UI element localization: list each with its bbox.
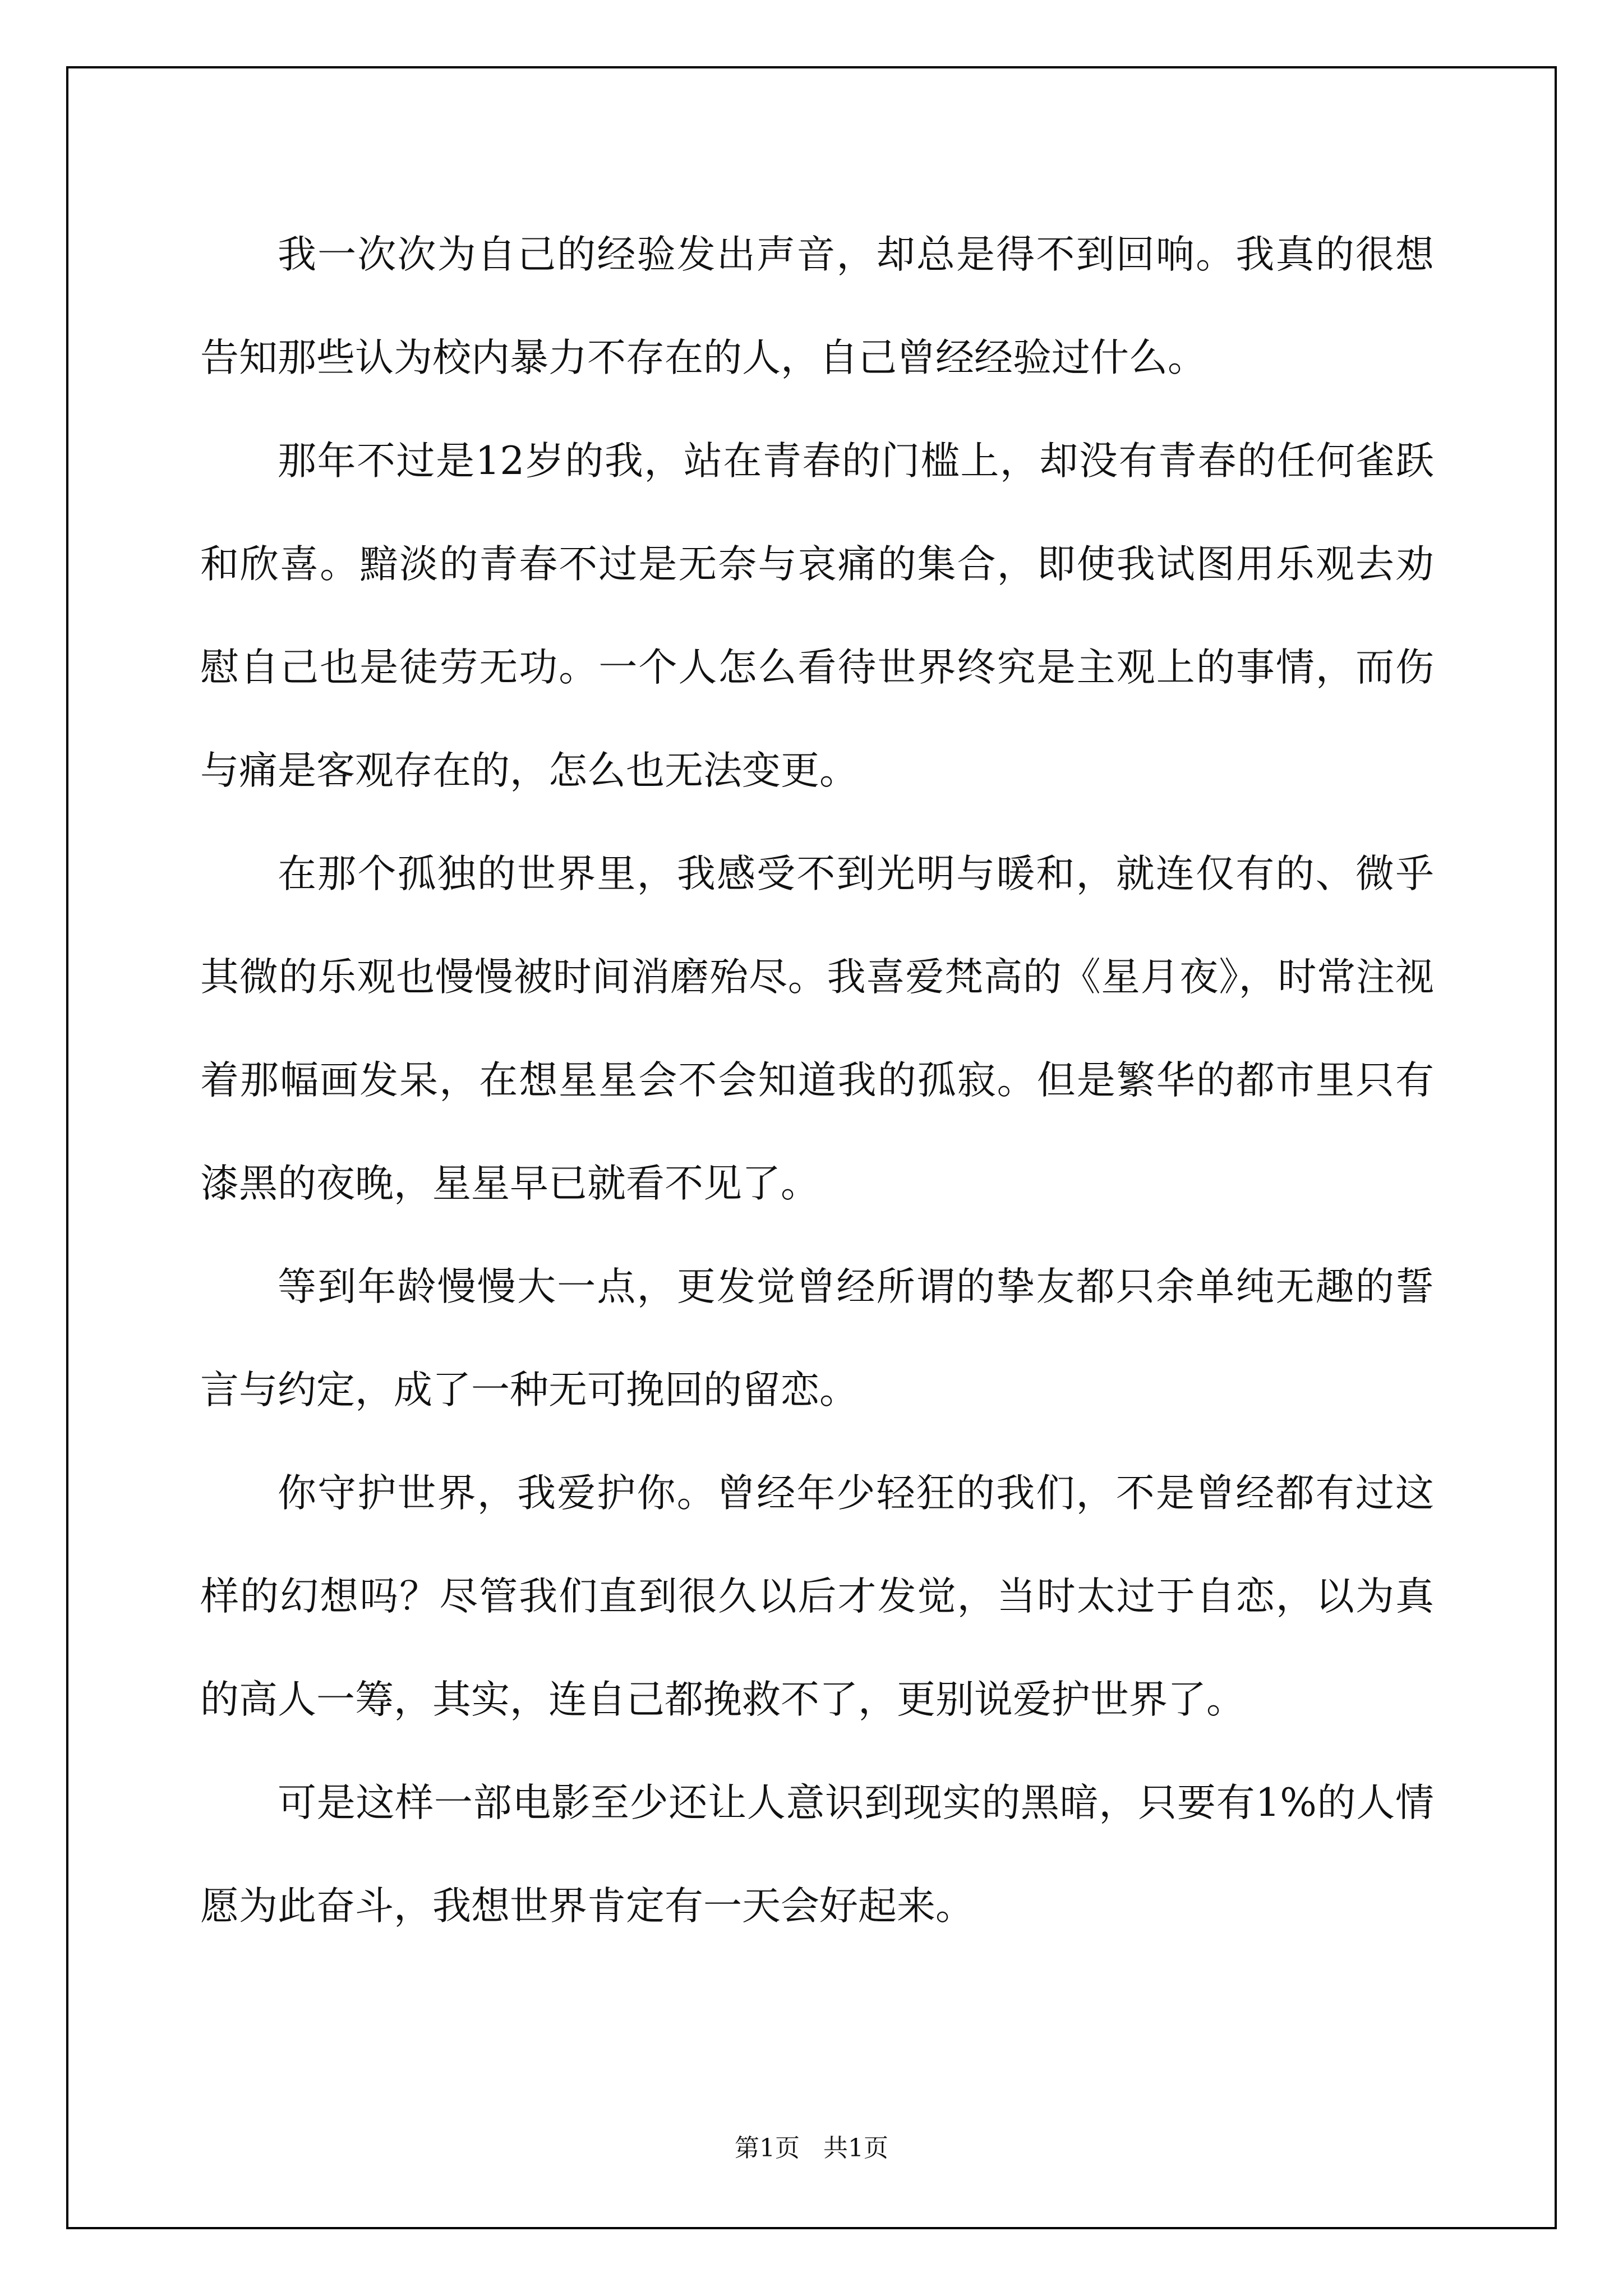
paragraph-5: 你守护世界，我爱护你。曾经年少轻狂的我们，不是曾经都有过这样的幻想吗？尽管我们直到很久以后才发觉，当时太过于自恋，以为真的高人一筹，其实，连自己都挽救不了，更别说爱护世界了。 bbox=[200, 1471, 1434, 1722]
page-number: 第1页 bbox=[735, 2134, 800, 2162]
paragraph-3: 在那个孤独的世界里，我感受不到光明与暖和，就连仅有的、微乎其微的乐观也慢慢被时间消磨殆尽。我喜爱梵高的《星月夜》，时常注视着那幅画发呆，在想星星会不会知道我的孤寂。但是繁华的都市里只有漆黑的夜晚，星星早已就看不见了。 bbox=[200, 852, 1434, 1206]
paragraph-2: 那年不过是12岁的我，站在青春的门槛上，却没有青春的任何雀跃和欣喜。黯淡的青春不过是无奈与哀痛的集合，即使我试图用乐观去劝慰自己也是徒劳无功。一个人怎么看待世界终究是主观上的事情，而伤与痛是客观存在的，怎么也无法变更。 bbox=[200, 439, 1434, 793]
page-footer bbox=[0, 2132, 1623, 2165]
page-total: 共1页 bbox=[823, 2134, 888, 2162]
paragraph-1: 我一次次为自己的经验发出声音，却总是得不到回响。我真的很想告知那些认为校内暴力不存在的人，自己曾经经验过什么。 bbox=[200, 232, 1434, 380]
paragraph-4: 等到年龄慢慢大一点，更发觉曾经所谓的挚友都只余单纯无趣的誓言与约定，成了一种无可挽回的留恋。 bbox=[200, 1264, 1434, 1412]
document-body bbox=[200, 203, 1434, 1958]
paragraph-6: 可是这样一部电影至少还让人意识到现实的黑暗，只要有1%的人情愿为此奋斗，我想世界肯定有一天会好起来。 bbox=[200, 1780, 1434, 1929]
